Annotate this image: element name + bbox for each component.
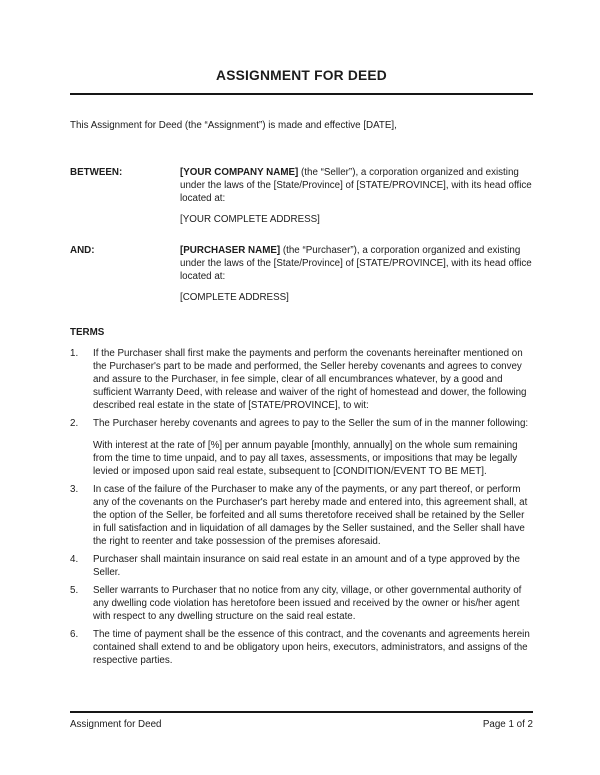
document-title: ASSIGNMENT FOR DEED: [216, 68, 387, 83]
term-text: If the Purchaser shall first make the payments and perform the covenants hereinafter mentioned on the Purchaser's part to be made and performed, the Seller hereby covenants and agrees to convey and assure to the Purchaser, in fee simple, clear of all encumbrances whatever, by a good and sufficient Warranty Deed, with release and waiver of the right of homestead and dower, the following described real estate in the state of [STATE/PROVINCE], to wit:: [93, 348, 527, 411]
term-text: The time of payment shall be the essence of this contract, and the covenants and agreements herein contained shall extend to and be obligatory upon heirs, executors, administrators, and assigns of the respective parties.: [93, 629, 530, 666]
purchaser-description: (the “Purchaser”), a corporation organized and existing under the laws of the [State/Province] of [STATE/PROVINCE], with its head office located at:: [180, 245, 532, 282]
term-item-5: [70, 584, 533, 623]
term-item-1: [70, 347, 533, 412]
footer-document-name: Assignment for Deed: [70, 719, 162, 730]
term-text: In case of the failure of the Purchaser to make any of the payments, or any part thereof, or perform any of the covenants on the Purchaser's part hereby made and entered into, this agreement shall, at the option of the Seller, be forfeited and all sums theretofore received shall be retained by the Seller in full satisfaction and in liquidation of all damages by the Seller sustained, and the Seller shall have the right to reenter and take possession of the premises aforesaid.: [93, 484, 528, 547]
term-text: Purchaser shall maintain insurance on said real estate in an amount and of a type approved by the Seller.: [93, 554, 520, 578]
term-text: Seller warrants to Purchaser that no notice from any city, village, or other governmental authority of any dwelling code violation has heretofore been issued and received by the owner or his/her agent with respect to any dwelling structure on the said real estate.: [93, 585, 522, 622]
seller-description: (the “Seller”), a corporation organized and existing under the laws of the [State/Province] of [STATE/PROVINCE], with its head office located at:: [180, 167, 532, 204]
term-text: The Purchaser hereby covenants and agrees to pay to the Seller the sum of in the manner following:: [93, 418, 529, 429]
term-number: 3.: [70, 484, 79, 495]
terms-heading: TERMS: [70, 327, 105, 338]
terms-list: [70, 347, 533, 667]
term-subparagraph: With interest at the rate of [%] per annum payable [monthly, annually] on the whole sum remaining from the time to time unpaid, and to pay all taxes, assessments, or impositions that may be legally levied or imposed upon said real estate, subsequent to [CONDITION/EVENT TO BE MET].: [93, 440, 518, 477]
footer-page-number: Page 1 of 2: [482, 719, 533, 730]
and-body: [180, 244, 533, 304]
term-item-2: [70, 417, 533, 478]
term-number: 4.: [70, 554, 79, 565]
seller-name-placeholder: [YOUR COMPANY NAME]: [180, 167, 299, 178]
term-number: 1.: [70, 348, 79, 359]
and-label: AND:: [70, 245, 95, 256]
party-between-row: [70, 166, 533, 226]
purchaser-name-placeholder: [PURCHASER NAME]: [180, 245, 281, 256]
term-item-3: [70, 483, 533, 548]
purchaser-paragraph: [180, 244, 533, 283]
between-label: BETWEEN:: [70, 167, 123, 178]
term-number: 5.: [70, 585, 79, 596]
term-number: 2.: [70, 418, 79, 429]
title-rule: [70, 93, 533, 95]
term-item-4: [70, 553, 533, 579]
seller-paragraph: [180, 166, 533, 205]
page-footer: [70, 711, 533, 731]
party-and-row: [70, 244, 533, 304]
intro-paragraph: This Assignment for Deed (the “Assignment”) is made and effective [DATE],: [70, 120, 397, 131]
seller-address-placeholder: [YOUR COMPLETE ADDRESS]: [180, 214, 320, 225]
term-item-6: [70, 628, 533, 667]
between-body: [180, 166, 533, 226]
purchaser-address-placeholder: [COMPLETE ADDRESS]: [180, 292, 289, 303]
term-number: 6.: [70, 629, 79, 640]
